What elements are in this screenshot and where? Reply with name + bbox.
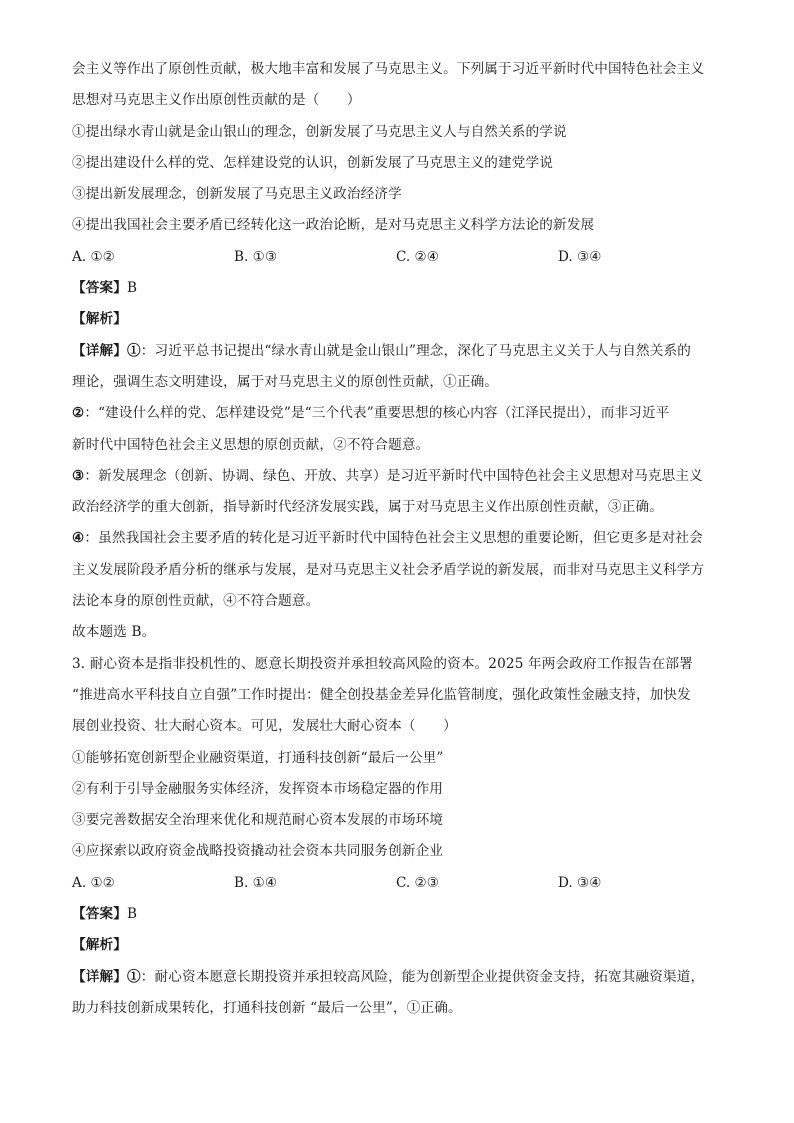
q3-option-d: D. ③④ [558, 874, 602, 891]
q2-detail-line-6 [72, 498, 724, 517]
q2-detail-line-2 [72, 373, 724, 392]
q3-detail-lead: ① [126, 968, 141, 985]
q3-answer [72, 905, 724, 924]
q3-stem-line-2: “推进高水平科技自立自强”工作时提出：健全创投基金差异化监管制度，强化政策性金融支持，加快发 [72, 686, 691, 703]
q2-detail-line-4 [72, 436, 724, 455]
q2-detail-text: 政治经济学的重大创新，指导新时代经济发展实践，属于对马克思主义作出原创性贡献，③正确。 [72, 499, 663, 516]
q2-detail-text: 理论，强调生态文明建设，属于对马克思主义的原创性贡献，①正确。 [72, 373, 499, 390]
q2-detail-text: ：“建设什么样的党、怎样建设党”是“三个代表”重要思想的核心内容（江泽民提出），而非习近平 [84, 405, 670, 422]
q2-detail-line-5 [72, 467, 724, 486]
q2-detail-line-3 [72, 404, 724, 423]
q2-detail-text: ：习近平总书记提出“绿水青山就是金山银山”理念，深化了马克思主义关于人与自然关系的 [140, 342, 691, 359]
q2-detail-line-8 [72, 561, 724, 580]
q3-detail-tag: 【详解】 [72, 968, 127, 985]
q2-detail-lead: ① [126, 342, 141, 359]
q3-option-c: C. ②③ [396, 874, 439, 891]
q2-answer [72, 279, 724, 298]
q2-answer-value: B [126, 280, 138, 297]
q3-item-4: ④应探索以政府资金战略投资撬动社会资本共同服务创新企业 [72, 843, 444, 860]
q3-answer-value: B [126, 906, 138, 923]
q3-item-3: ③要完善数据安全治理来优化和规范耐心资本发展的市场环境 [72, 812, 444, 829]
q3-detail-line-2 [72, 999, 724, 1018]
q2-conclusion: 故本题选 B。 [72, 624, 156, 641]
q2-detail-lead: ② [72, 405, 85, 422]
q2-option-c: C. ②④ [396, 248, 439, 265]
q2-detail-lead: ③ [72, 467, 85, 484]
q2-stem-line-1: 会主义等作出了原创性贡献，极大地丰富和发展了马克思主义。下列属于习近平新时代中国特色社会主义 [72, 61, 705, 77]
q2-detail-text: 新时代中国特色社会主义思想的原创贡献，②不符合题意。 [72, 436, 430, 453]
q3-detail-line-1 [72, 968, 724, 987]
q2-detail-text: ：虽然我国社会主要矛盾的转化是习近平新时代中国特色社会主义思想的重要论断，但它更多是对社会 [84, 530, 703, 547]
q3-analysis [72, 936, 724, 955]
q2-detail-line-9 [72, 592, 724, 611]
q2-detail-text: 法论本身的原创性贡献，④不符合题意。 [72, 593, 320, 610]
q3-answer-tag: 【答案】 [72, 906, 127, 923]
document-page [72, 60, 724, 1030]
q2-option-d: D. ③④ [558, 248, 602, 265]
q3-stem-line-3: 展创业投资、壮大耐心资本。可见，发展壮大耐心资本（ ） [72, 718, 457, 735]
q3-detail-text: 助力科技创新成果转化，打通科技创新 “最后一公里”，①正确。 [72, 999, 462, 1016]
q2-item-1: ①提出绿水青山就是金山银山的理念，创新发展了马克思主义人与自然关系的学说 [72, 123, 567, 140]
q3-item-2: ②有利于引导金融服务实体经济，发挥资本市场稳定器的作用 [72, 780, 444, 797]
q2-detail-tag: 【详解】 [72, 342, 127, 359]
q2-stem-line-2: 思想对马克思主义作出原创性贡献的是（ ） [72, 92, 361, 109]
q2-detail-line-1 [72, 342, 724, 361]
q2-detail-text: 主义发展阶段矛盾分析的继承与发展，是对马克思主义社会矛盾学说的新发展，而非对马克思主义科学方 [72, 561, 705, 578]
q3-option-a: A. ①② [72, 874, 115, 891]
q2-analysis-tag: 【解析】 [72, 311, 127, 328]
q2-option-a: A. ①② [72, 248, 115, 265]
q3-detail-text: ：耐心资本愿意长期投资并承担较高风险，能为创新型企业提供资金支持，拓宽其融资渠道， [140, 968, 705, 985]
q2-options [72, 248, 724, 267]
q2-option-b: B. ①③ [234, 248, 278, 265]
q3-stem-line-1: 3. 耐心资本是指非投机性的、愿意长期投资并承担较高风险的资本。2025 年两会政府工作报告在部署 [72, 655, 693, 672]
q2-item-4: ④提出我国社会主要矛盾已经转化这一政治论断，是对马克思主义科学方法论的新发展 [72, 217, 595, 234]
q2-item-3: ③提出新发展理念，创新发展了马克思主义政治经济学 [72, 186, 402, 203]
q3-item-1: ①能够拓宽创新型企业融资渠道，打通科技创新“最后一公里” [72, 749, 444, 766]
q2-item-2: ②提出建设什么样的党、怎样建设党的认识，创新发展了马克思主义的建党学说 [72, 154, 554, 171]
q2-detail-lead: ④ [72, 530, 85, 547]
q3-analysis-tag: 【解析】 [72, 937, 127, 954]
q2-detail-text: ：新发展理念（创新、协调、绿色、开放、共享）是习近平新时代中国特色社会主义思想对马克思主义 [84, 467, 703, 484]
q2-answer-tag: 【答案】 [72, 280, 127, 297]
q3-option-b: B. ①④ [234, 874, 278, 891]
q2-analysis [72, 310, 724, 329]
q3-options [72, 874, 724, 893]
q2-detail-line-7 [72, 529, 724, 548]
